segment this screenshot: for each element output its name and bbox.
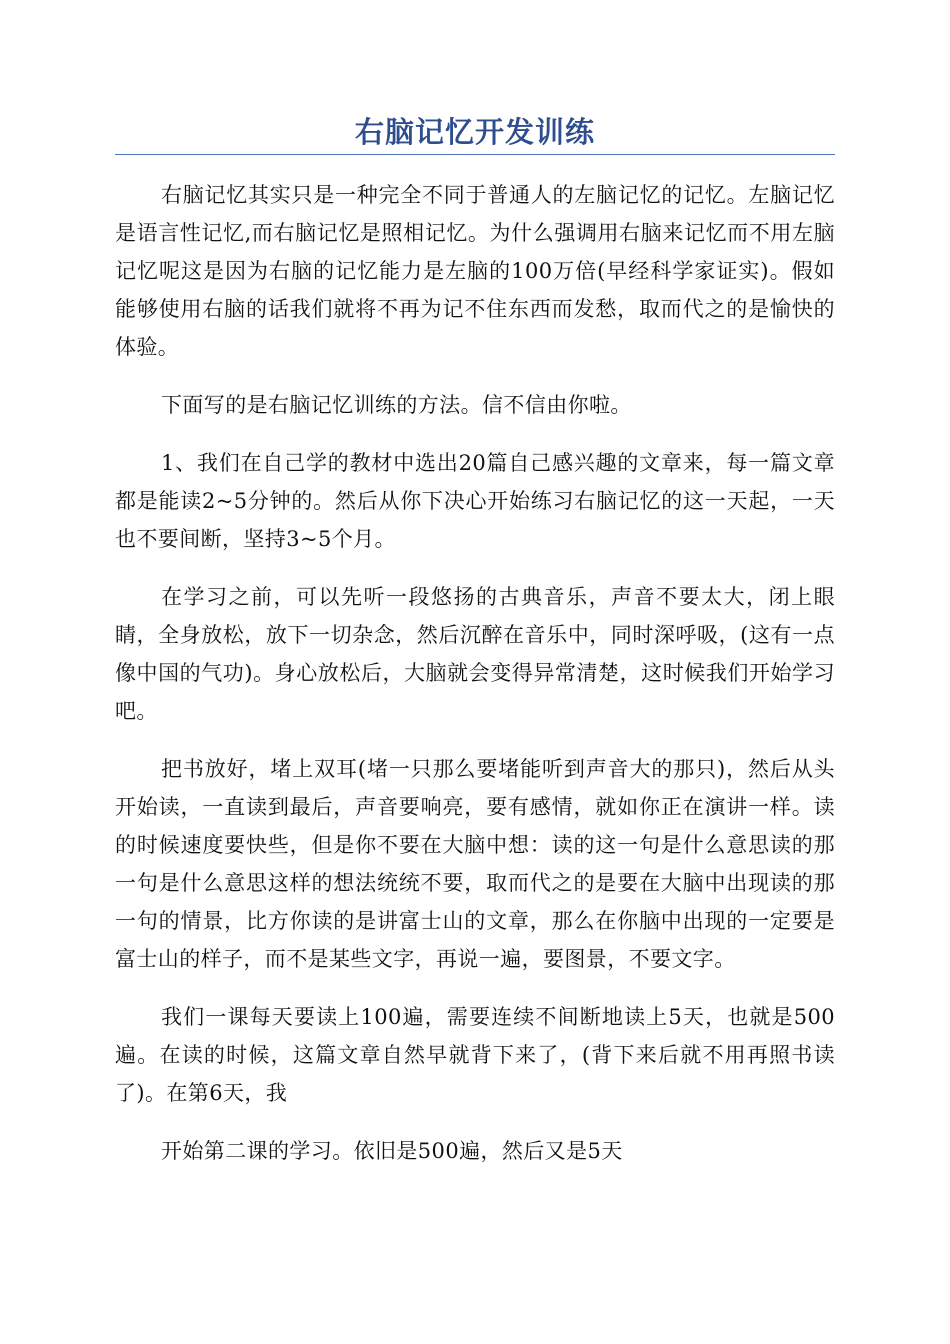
paragraph-second-lesson: 开始第二课的学习。依旧是500遍，然后又是5天: [161, 1139, 623, 1163]
document-title: 右脑记忆开发训练: [354, 115, 595, 149]
paragraph-method-lead: 下面写的是右脑记忆训练的方法。信不信由你啦。: [161, 393, 632, 417]
paragraph-repetition: 我们一课每天要读上100遍，需要连续不间断地读上5天，也就是500遍。在读的时候，这篇文章自然早就背下来了，(背下来后就不用再照书读了)。在第6天，我: [115, 1005, 835, 1105]
paragraph-relaxation: 在学习之前，可以先听一段悠扬的古典音乐，声音不要太大，闭上眼睛，全身放松，放下一切杂念，然后沉醉在音乐中，同时深呼吸，(这有一点像中国的气功)。身心放松后，大脑就会变得异常清楚，这时候我们开始学习吧。: [115, 585, 835, 723]
paragraph-reading-method: 把书放好，堵上双耳(堵一只那么要堵能听到声音大的那只)，然后从头开始读，一直读到最后，声音要响亮，要有感情，就如你正在演讲一样。读的时候速度要快些，但是你不要在大脑中想：读的这一句是什么意思读的那一句是什么意思这样的想法统统不要，取而代之的是要在大脑中出现读的那一句的情景，比方你读的是讲富士山的文章，那么在你脑中出现的一定要是富士山的样子，而不是某些文字，再说一遍，要图景，不要文字。: [115, 757, 835, 971]
document-body: [115, 176, 835, 1190]
paragraph-step-1: 1、我们在自己学的教材中选出20篇自己感兴趣的文章来，每一篇文章都是能读2~5分钟的。然后从你下决心开始练习右脑记忆的这一天起，一天也不要间断，坚持3~5个月。: [115, 451, 835, 551]
title-underline: [115, 154, 835, 155]
paragraph-intro: 右脑记忆其实只是一种完全不同于普通人的左脑记忆的记忆。左脑记忆是语言性记忆,而右脑记忆是照相记忆。为什么强调用右脑来记忆而不用左脑记忆呢这是因为右脑的记忆能力是左脑的100万倍(早经科学家证实)。假如能够使用右脑的话我们就将不再为记不住东西而发愁，取而代之的是愉快的体验。: [115, 183, 835, 359]
